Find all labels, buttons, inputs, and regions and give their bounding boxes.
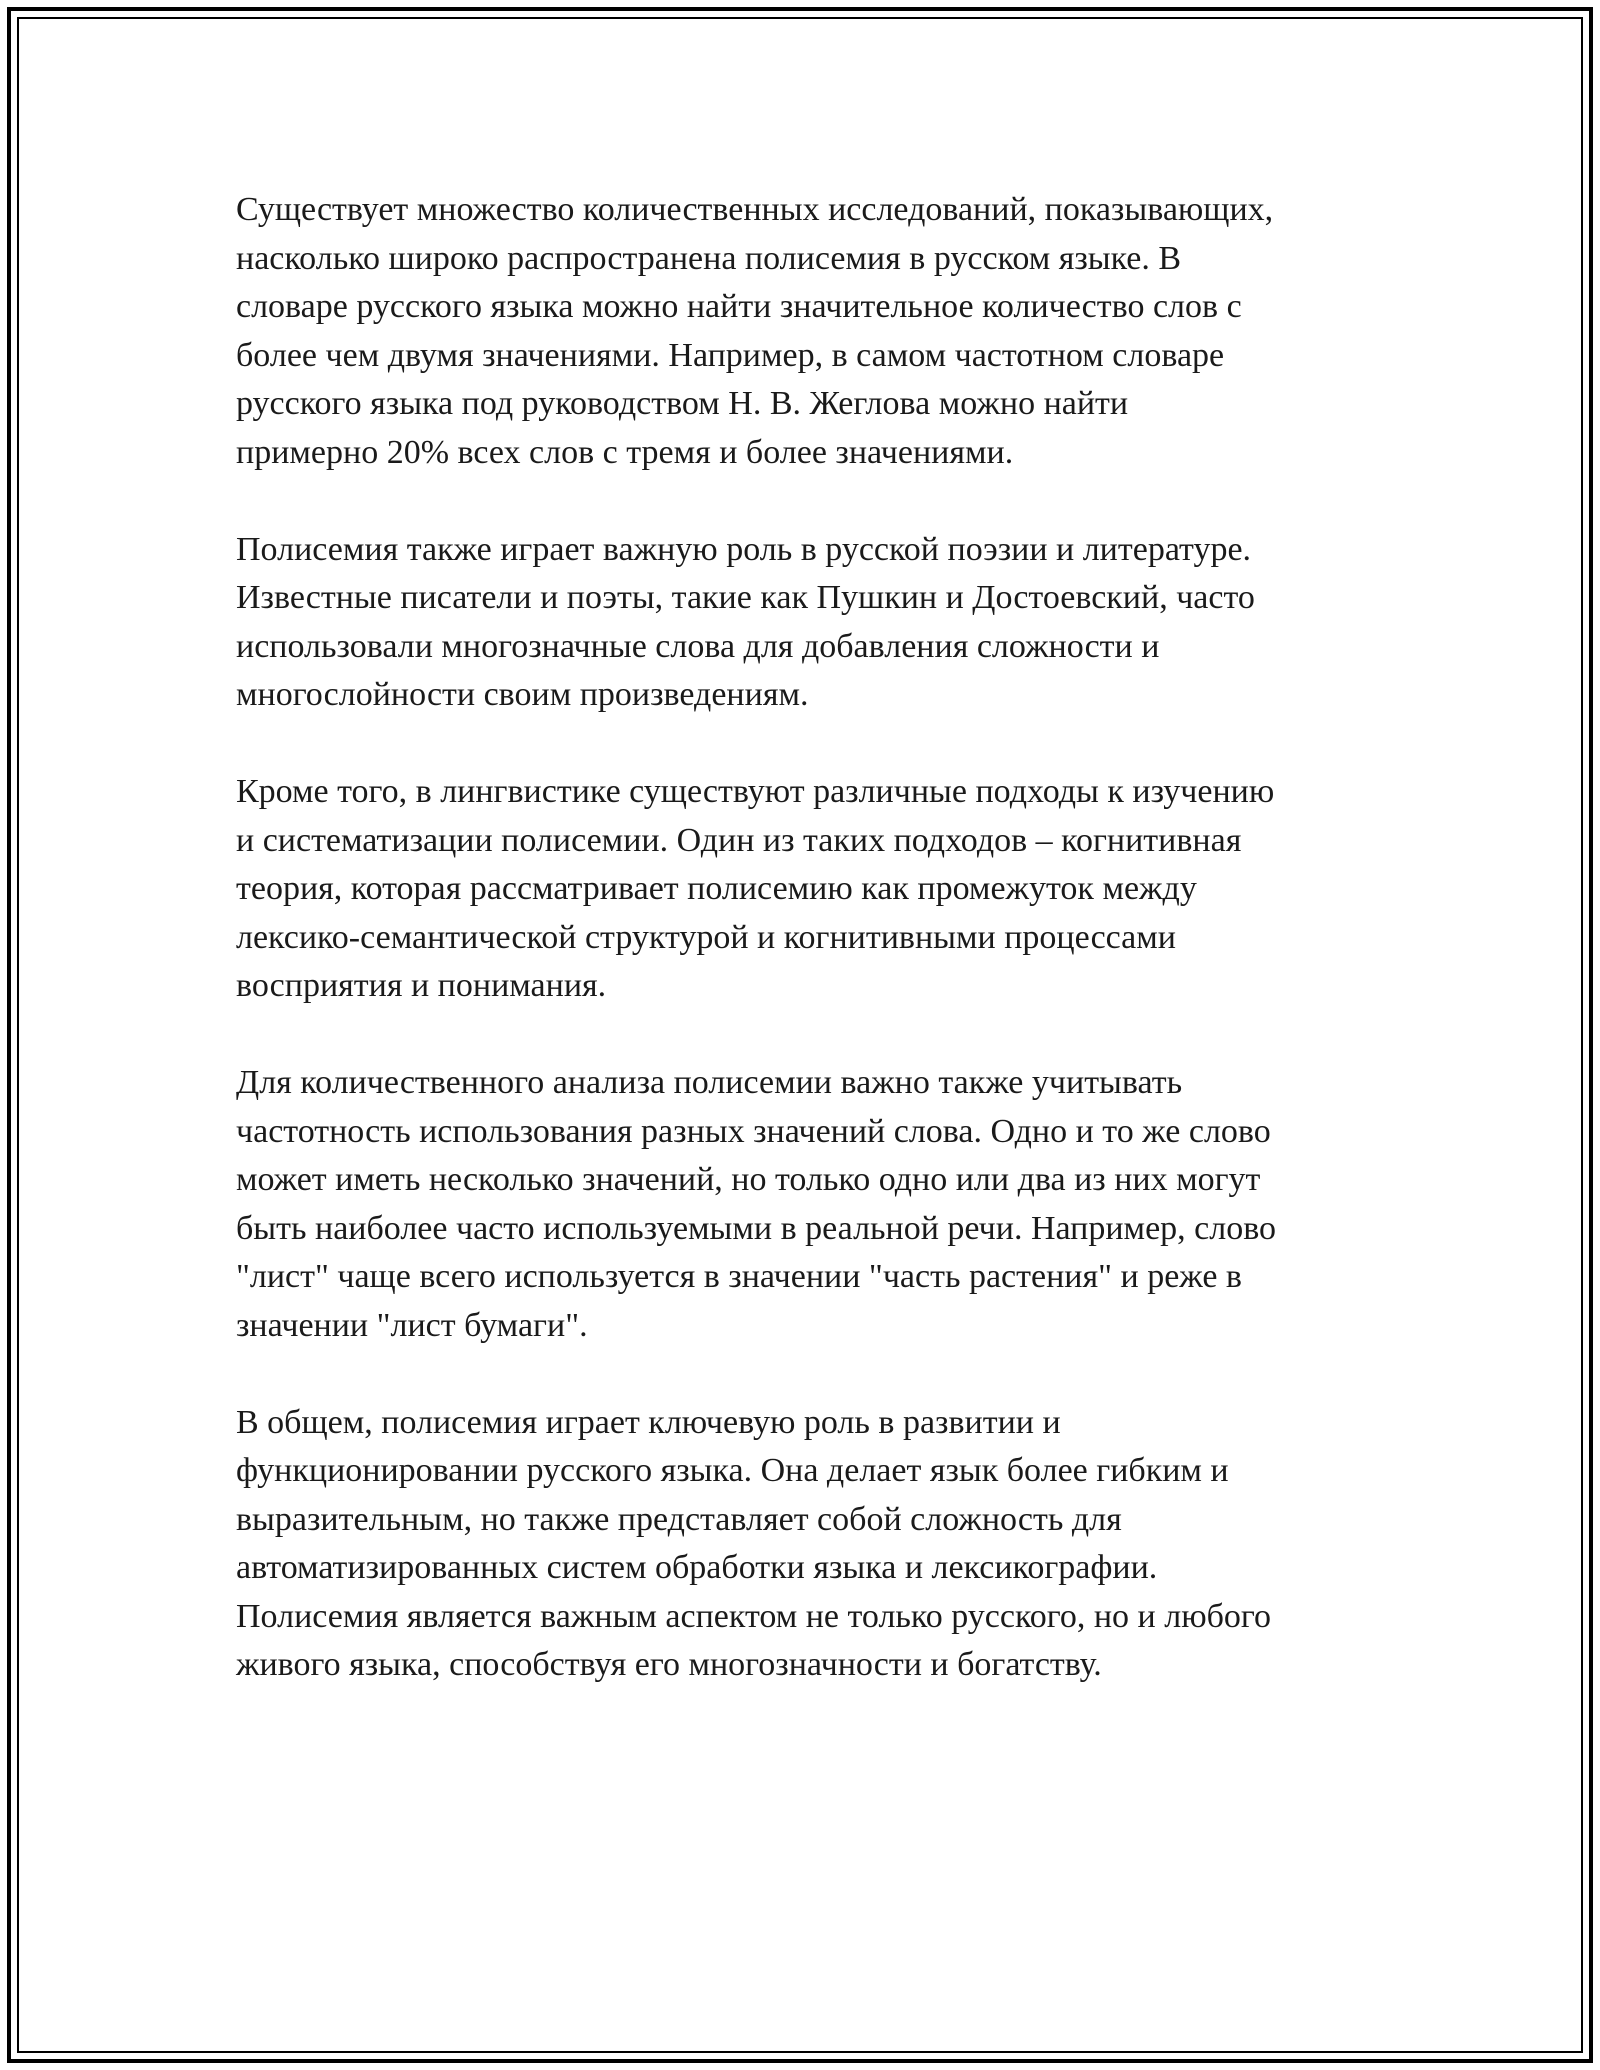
- text-line: Для количественного анализа полисемии важно также учитывать: [236, 1064, 1183, 1101]
- text-line: словаре русского языка можно найти значительное количество слов с: [236, 288, 1242, 325]
- text-line: и систематизации полисемии. Один из таких подходов – когнитивная: [236, 821, 1242, 859]
- document-body: [236, 186, 1376, 1738]
- text-line: более чем двумя значениями. Например, в самом частотном словаре: [236, 336, 1225, 374]
- text-line: восприятия и понимания.: [236, 967, 607, 1004]
- paragraph-1: [236, 186, 1376, 477]
- paragraph-4: [236, 1059, 1376, 1350]
- text-line: использовали многозначные слова для добавления сложности и: [236, 627, 1160, 665]
- text-line: Существует множество количественных исследований, показывающих,: [236, 191, 1274, 228]
- paragraph-3: [236, 768, 1376, 1011]
- text-line: В общем, полисемия играет ключевую роль в развитии и: [236, 1403, 1061, 1441]
- text-line: может иметь несколько значений, но только одно или два из них могут: [236, 1161, 1261, 1198]
- paragraph-5: [236, 1399, 1376, 1690]
- text-line: Известные писатели и поэты, такие как Пушкин и Достоевский, часто: [236, 579, 1255, 616]
- text-line: лексико-семантической структурой и когнитивными процессами: [236, 918, 1176, 956]
- text-line: русского языка под руководством Н. В. Жеглова можно найти: [236, 385, 1129, 422]
- text-line: примерно 20% всех слов с тремя и более значениями.: [236, 433, 1014, 471]
- text-line: Полисемия является важным аспектом не только русского, но и любого: [236, 1597, 1272, 1635]
- text-line: Кроме того, в лингвистике существуют различные подходы к изучению: [236, 773, 1275, 810]
- text-line: выразительным, но также представляет собой сложность для: [236, 1500, 1122, 1538]
- text-line: функционировании русского языка. Она делает язык более гибким и: [236, 1452, 1229, 1489]
- text-line: "лист" чаще всего используется в значении "часть растения" и реже в: [236, 1258, 1242, 1295]
- text-line: теория, которая рассматривает полисемию как промежуток между: [236, 870, 1197, 907]
- text-line: Полисемия также играет важную роль в русской поэзии и литературе.: [236, 530, 1252, 568]
- text-line: насколько широко распространена полисемия в русском языке. В: [236, 239, 1182, 277]
- paragraph-2: [236, 526, 1376, 720]
- text-line: многослойности своим произведениям.: [236, 676, 809, 713]
- text-line: частотность использования разных значений слова. Одно и то же слово: [236, 1112, 1271, 1150]
- text-line: автоматизированных систем обработки языка и лексикографии.: [236, 1549, 1158, 1586]
- text-line: значении "лист бумаги".: [236, 1306, 588, 1344]
- text-line: живого языка, способствуя его многозначности и богатству.: [236, 1646, 1102, 1683]
- text-line: быть наиболее часто используемыми в реальной речи. Например, слово: [236, 1209, 1277, 1247]
